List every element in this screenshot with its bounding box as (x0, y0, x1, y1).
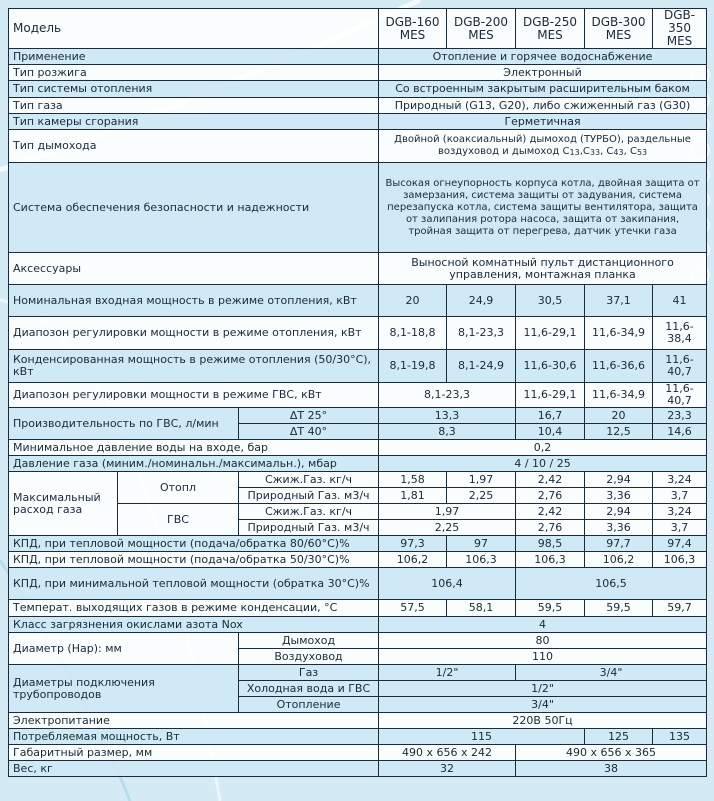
table-row (9, 130, 707, 163)
flue-type-c33: $,C_{33}$ (579, 146, 601, 157)
value-cell: 8,1-23,3 (379, 383, 516, 408)
row-value: Со встроенным закрытым расширительным баком (379, 81, 707, 98)
value-cell: 2,76 (516, 488, 585, 504)
flue-type-c43: , $C_{43}$ (600, 146, 624, 157)
table-row (9, 285, 707, 317)
value-cell: 30,5 (516, 285, 585, 317)
value-cell: 3,7 (653, 520, 707, 536)
row-value: Герметичная (379, 114, 707, 130)
row-label: Тип газа (9, 98, 379, 114)
value-cell: 23,3 (653, 408, 707, 424)
sub-label: Сжиж.Газ. кг/ч (239, 472, 379, 488)
row-label: Электропитание (9, 713, 379, 729)
value-cell: 12,5 (585, 424, 653, 440)
mode-label: Отопл (118, 472, 239, 504)
value-cell: 106,3 (653, 552, 707, 568)
value-cell: 10,4 (516, 424, 585, 440)
sub-label: Холодная вода и ГВС (239, 681, 379, 697)
value-cell: 135 (653, 729, 707, 745)
row-label: Тип камеры сгорания (9, 114, 379, 130)
row-label: Диаметр (Нар): мм (9, 633, 239, 665)
value-cell: 490 x 656 x 242 (379, 745, 516, 761)
value-cell: 11,6-34,9 (585, 317, 653, 350)
value-cell: 8,1-18,8 (379, 317, 447, 350)
row-label: Применение (9, 49, 379, 65)
model-cell: DGB-300 MES (585, 9, 653, 49)
value-cell: 2,94 (585, 472, 653, 488)
value-cell: 11,6-34,9 (585, 383, 653, 408)
value-cell: 2,25 (447, 488, 516, 504)
table-row (9, 253, 707, 285)
value-cell: 1,97 (447, 472, 516, 488)
sub-label: Сжиж.Газ. кг/ч (239, 504, 379, 520)
row-label: Тип системы отопления (9, 81, 379, 98)
value-cell: 97,7 (585, 536, 653, 552)
table-row (9, 729, 707, 745)
value-cell: 11,6-30,6 (516, 350, 585, 383)
mode-label: ГВС (118, 504, 239, 536)
row-value: 110 (379, 649, 707, 665)
value-cell: 106,2 (379, 552, 447, 568)
row-label: Диапозон регулировки мощности в режиме отопления, кВт (9, 317, 379, 350)
table-row (9, 9, 707, 49)
row-value: Электронный (379, 65, 707, 81)
row-label: КПД, при минимальной тепловой мощности (обратка 30°C)% (9, 568, 379, 600)
table-row (9, 408, 707, 424)
sub-label: Природный Газ. м3/ч (239, 520, 379, 536)
value-cell: 59,7 (653, 600, 707, 617)
value-cell: 3,24 (653, 472, 707, 488)
table-row (9, 600, 707, 617)
table-row (9, 383, 707, 408)
table-row (9, 713, 707, 729)
row-label: Вес, кг (9, 761, 379, 777)
value-cell: 37,1 (585, 285, 653, 317)
table-row (9, 114, 707, 130)
row-value: 0,2 (379, 440, 707, 456)
value-cell: 3,36 (585, 520, 653, 536)
value-cell: 2,42 (516, 472, 585, 488)
value-cell: 59,5 (585, 600, 653, 617)
value-cell: 106,5 (516, 568, 707, 600)
sub-label: Природный Газ. м3/ч (239, 488, 379, 504)
value-cell: 24,9 (447, 285, 516, 317)
value-cell: 38 (516, 761, 707, 777)
value-cell: 41 (653, 285, 707, 317)
table-row (9, 745, 707, 761)
row-value: 1/2" (379, 681, 707, 697)
table-row (9, 568, 707, 600)
value-cell: 8,3 (379, 424, 516, 440)
value-cell: 106,4 (379, 568, 516, 600)
table-row (9, 536, 707, 552)
value-cell: 97,3 (379, 536, 447, 552)
spec-table-container (8, 8, 706, 777)
row-value: 4 (379, 617, 707, 633)
model-cell: DGB-200 MES (447, 9, 516, 49)
value-cell: 3/4" (516, 665, 707, 681)
flue-description: Двойной (коаксиальный) дымоход (ТУРБО), раздельные воздуховод и дымоход (394, 134, 691, 157)
model-cell: DGB-160 MES (379, 9, 447, 49)
flue-type-c53: , $C_{53}$ (623, 146, 648, 157)
row-value (379, 130, 707, 163)
row-label: Класс загрязнения окислами азота Nox (9, 617, 379, 633)
spec-table (8, 8, 707, 777)
table-row (9, 665, 707, 681)
model-cell: DGB-350 MES (653, 9, 707, 49)
model-cell: DGB-250 MES (516, 9, 585, 49)
row-label: Максимальный расход газа (9, 472, 118, 536)
value-cell: 14,6 (653, 424, 707, 440)
header-label: Модель (9, 9, 379, 49)
sub-label: Дымоход (239, 633, 379, 649)
row-label: Температ. выходящих газов в режиме конденсации, °C (9, 600, 379, 617)
row-value: Выносной комнатный пульт дистанционного управления, монтажная планка (379, 253, 707, 285)
row-label: Производительность по ГВС, л/мин (9, 408, 239, 440)
row-label: Давление газа (миним./номинальн./максимальн.), мбар (9, 456, 379, 472)
row-label: Тип дымохода (9, 130, 379, 163)
table-row (9, 761, 707, 777)
value-cell: 125 (585, 729, 653, 745)
value-cell: 115 (379, 729, 585, 745)
table-row (9, 98, 707, 114)
value-cell: 58,1 (447, 600, 516, 617)
flue-type-c13: $C_{13}$ (562, 146, 580, 157)
value-cell: 3,24 (653, 504, 707, 520)
row-label: Потребляемая мощность, Вт (9, 729, 379, 745)
value-cell: 8,1-23,3 (447, 317, 516, 350)
row-value: 80 (379, 633, 707, 649)
table-row (9, 440, 707, 456)
row-value: Отопление и горячее водоснабжение (379, 49, 707, 65)
row-value: Природный (G13, G20), либо сжиженный газ (G30) (379, 98, 707, 114)
table-row (9, 456, 707, 472)
value-cell: 1,81 (379, 488, 447, 504)
value-cell: 32 (379, 761, 516, 777)
value-cell: 1/2" (379, 665, 516, 681)
row-label: КПД, при тепловой мощности (подача/обратка 50/30°C)% (9, 552, 379, 568)
value-cell: 97,4 (653, 536, 707, 552)
table-row (9, 49, 707, 65)
value-cell: 2,94 (585, 504, 653, 520)
value-cell: 16,7 (516, 408, 585, 424)
value-cell: 1,58 (379, 472, 447, 488)
table-row (9, 350, 707, 383)
value-cell: 106,3 (516, 552, 585, 568)
table-row (9, 163, 707, 253)
value-cell: 8,1-19,8 (379, 350, 447, 383)
table-row (9, 633, 707, 649)
table-row (9, 552, 707, 568)
row-value: 4 / 10 / 25 (379, 456, 707, 472)
row-label: Номинальная входная мощность в режиме отопления, кВт (9, 285, 379, 317)
value-cell: 8,1-24,9 (447, 350, 516, 383)
value-cell: 20 (585, 408, 653, 424)
value-cell: 11,6-40,7 (653, 383, 707, 408)
value-cell: 11,6-38,4 (653, 317, 707, 350)
sub-label: ΔT 25° (239, 408, 379, 424)
row-label: Конденсированная мощность в режиме отопления (50/30°C), кВт (9, 350, 379, 383)
value-cell: 2,25 (379, 520, 516, 536)
table-row (9, 65, 707, 81)
row-label: Аксессуары (9, 253, 379, 285)
table-row (9, 81, 707, 98)
value-cell: 11,6-29,1 (516, 317, 585, 350)
value-cell: 20 (379, 285, 447, 317)
row-label: Диапозон регулировки мощности в режиме ГВС, кВт (9, 383, 379, 408)
sub-label: Воздуховод (239, 649, 379, 665)
value-cell: 13,3 (379, 408, 516, 424)
table-row (9, 617, 707, 633)
value-cell: 59,5 (516, 600, 585, 617)
value-cell: 98,5 (516, 536, 585, 552)
value-cell: 11,6-40,7 (653, 350, 707, 383)
value-cell: 106,2 (585, 552, 653, 568)
value-cell: 57,5 (379, 600, 447, 617)
row-label: КПД, при тепловой мощности (подача/обратка 80/60°C)% (9, 536, 379, 552)
value-cell: 2,42 (516, 504, 585, 520)
value-cell: 97 (447, 536, 516, 552)
value-cell: 2,76 (516, 520, 585, 536)
value-cell: 490 x 656 x 365 (516, 745, 707, 761)
value-cell: 1,97 (379, 504, 516, 520)
row-label: Тип розжига (9, 65, 379, 81)
sub-label: ΔT 40° (239, 424, 379, 440)
row-label: Система обеспечения безопасности и надежности (9, 163, 379, 253)
value-cell: 106,3 (447, 552, 516, 568)
row-label: Габаритный размер, мм (9, 745, 379, 761)
row-value: Высокая огнеупорность корпуса котла, двойная защита от замерзания, система защиты от задувания, система перезапуска котла, система защиты вентилятора, защита от залипания ротора насоса, защита от закипания, тройная защита от перегрева, датчик утечки газа (379, 163, 707, 253)
value-cell: 11,6-36,6 (585, 350, 653, 383)
table-row (9, 317, 707, 350)
value-cell: 11,6-29,1 (516, 383, 585, 408)
value-cell: 3,7 (653, 488, 707, 504)
table-row (9, 472, 707, 488)
sub-label: Газ (239, 665, 379, 681)
row-value: 3/4" (379, 697, 707, 713)
sub-label: Отопление (239, 697, 379, 713)
row-label: Диаметры подключения трубопроводов (9, 665, 239, 713)
row-value: 220В 50Гц (379, 713, 707, 729)
row-label: Минимальное давление воды на входе, бар (9, 440, 379, 456)
value-cell: 3,36 (585, 488, 653, 504)
